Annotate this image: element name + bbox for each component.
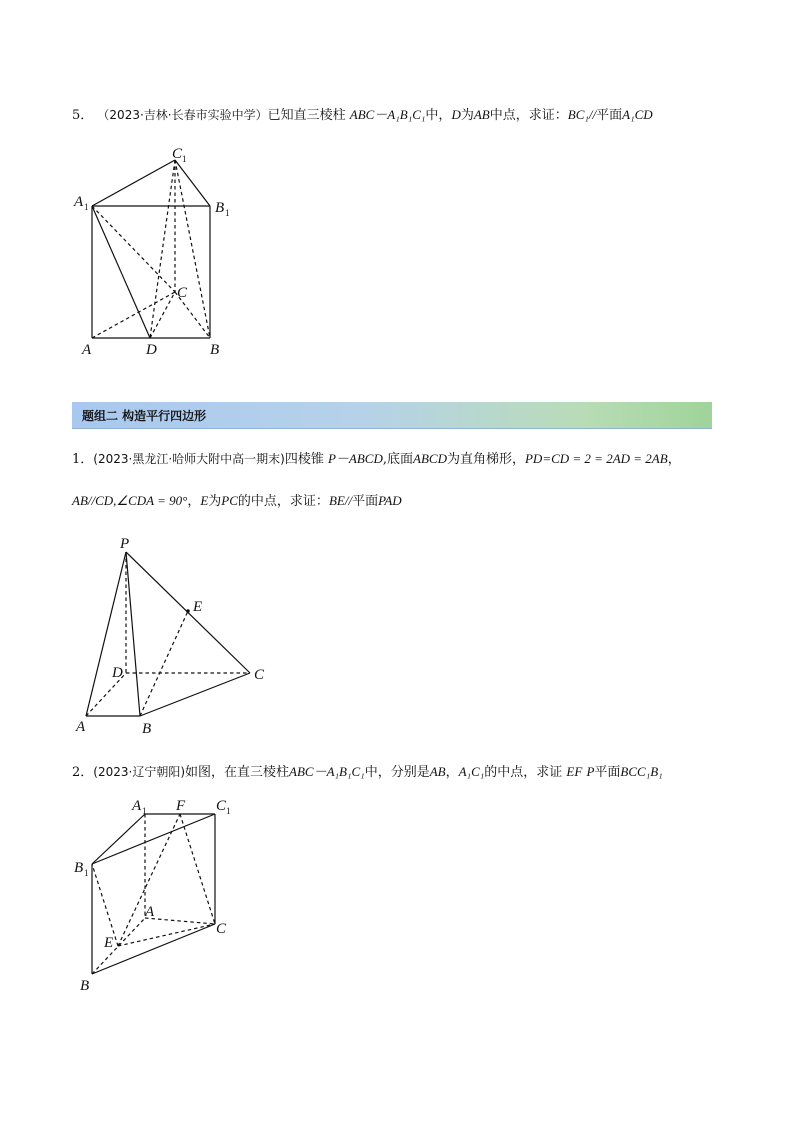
statement-text: ，: [187, 494, 201, 509]
edge: [92, 814, 145, 864]
label-a: A: [76, 719, 86, 735]
statement-text: 如图，在直三棱柱: [185, 765, 290, 780]
statement-text: ，: [667, 452, 681, 467]
statement-text: 平面: [352, 494, 379, 509]
parallel-symbol: //: [588, 107, 597, 122]
statement-text: 中，: [425, 108, 452, 123]
label-b1: B: [215, 200, 225, 216]
math-segment: EF: [566, 764, 583, 779]
label-c1-sub: 1: [226, 806, 231, 816]
math-condition: PD=CD = 2 = 2AD = 2AB: [524, 451, 668, 466]
statement-text: 为直角梯形，: [446, 452, 525, 467]
problem-5-statement: [72, 106, 653, 125]
statement-text: 中点，求证：: [489, 108, 568, 123]
label-b: B: [142, 721, 152, 737]
math-segment: AB: [429, 764, 446, 779]
label-d: D: [112, 665, 123, 681]
statement-text: 平面: [594, 765, 621, 780]
label-a1: A: [74, 194, 84, 210]
math-plane: A₁CD: [622, 107, 653, 122]
label-e: E: [104, 935, 114, 951]
edge: [92, 160, 175, 206]
statement-text: 的中点，求证: [484, 765, 563, 780]
prism-figure-1: [70, 140, 250, 365]
math-point: E: [200, 493, 209, 508]
label-b1-sub: 1: [84, 868, 89, 878]
pyramid-figure: [70, 530, 280, 740]
math-segment: BE: [328, 493, 345, 508]
statement-text: 为: [460, 108, 474, 123]
label-b1: B: [74, 860, 84, 876]
parallel-symbol: //: [344, 493, 353, 508]
label-f: F: [176, 798, 186, 814]
math-segment: AB: [473, 107, 490, 122]
label-a: A: [82, 342, 92, 358]
label-b1-sub: 1: [225, 208, 230, 218]
hidden-edge: [118, 924, 215, 946]
statement-text: 平面: [596, 108, 623, 123]
problem-number: 1．: [72, 452, 94, 467]
math-pyramid: P－ABCD: [327, 451, 383, 466]
math-segment: BC₁: [567, 107, 589, 122]
math-segment: A₁C₁: [458, 764, 485, 779]
problem-source: (2023·黑龙江·哈师大附中高一期末): [93, 452, 285, 466]
math-plane: PAD: [378, 493, 402, 508]
problem-1-statement-line-2: [72, 492, 402, 511]
math-condition: AB//CD,∠CDA = 90°: [72, 493, 188, 508]
math-segment: PC: [221, 493, 238, 508]
statement-text: 为: [208, 494, 222, 509]
math-prism: ABC－A₁B₁C₁: [289, 764, 365, 779]
label-c1: C: [216, 798, 227, 814]
hidden-edge: [145, 918, 215, 924]
math-prism: ABC－A₁B₁C₁: [349, 107, 426, 122]
label-e: E: [193, 599, 203, 615]
parallel-symbol: P: [586, 764, 595, 779]
section-title: 题组二 构造平行四边形: [82, 409, 207, 423]
label-a1-sub: 1: [142, 806, 147, 816]
edge: [92, 206, 150, 338]
label-c: C: [216, 921, 227, 937]
section-banner: [72, 402, 712, 429]
label-c: C: [177, 285, 188, 301]
statement-text: ，: [445, 765, 459, 780]
label-a1-sub: 1: [84, 202, 89, 212]
problem-1-statement-line-1: [72, 450, 681, 469]
label-a1: A: [132, 798, 142, 814]
edge: [86, 552, 126, 716]
hidden-edge: [92, 206, 175, 292]
statement-text: 的中点，求证：: [237, 494, 329, 509]
problem-source: (2023·辽宁朝阳): [93, 765, 185, 779]
edge: [126, 552, 140, 716]
hidden-edge: [150, 160, 175, 338]
problem-number: 2．: [72, 765, 94, 780]
label-b: B: [80, 978, 90, 994]
problem-source: （2023·吉林·长春市实验中学）: [97, 108, 268, 122]
statement-text: 四棱锥: [284, 452, 324, 467]
hidden-edge: [180, 814, 215, 924]
prism-figure-2: [70, 792, 250, 997]
label-d: D: [146, 342, 157, 358]
math-plane: BCC₁B₁: [620, 764, 663, 779]
edge: [175, 160, 210, 206]
edge: [92, 814, 215, 864]
statement-text: 中，分别是: [364, 765, 430, 780]
label-c1-sub: 1: [182, 154, 187, 164]
statement-text: ,底面: [382, 452, 414, 467]
label-c: C: [254, 667, 265, 683]
label-a: A: [145, 904, 155, 920]
hidden-edge: [175, 160, 210, 338]
point-e: [186, 609, 190, 613]
hidden-edge: [118, 814, 180, 946]
label-p: P: [120, 536, 130, 552]
label-b: B: [210, 342, 220, 358]
hidden-edge: [92, 864, 118, 946]
label-c1: C: [172, 146, 183, 162]
problem-2-statement: [72, 763, 663, 782]
statement-text: 已知直三棱柱: [267, 108, 346, 123]
math-point: D: [451, 107, 461, 122]
math-base: ABCD: [413, 451, 447, 466]
problem-number: 5．: [72, 108, 94, 123]
